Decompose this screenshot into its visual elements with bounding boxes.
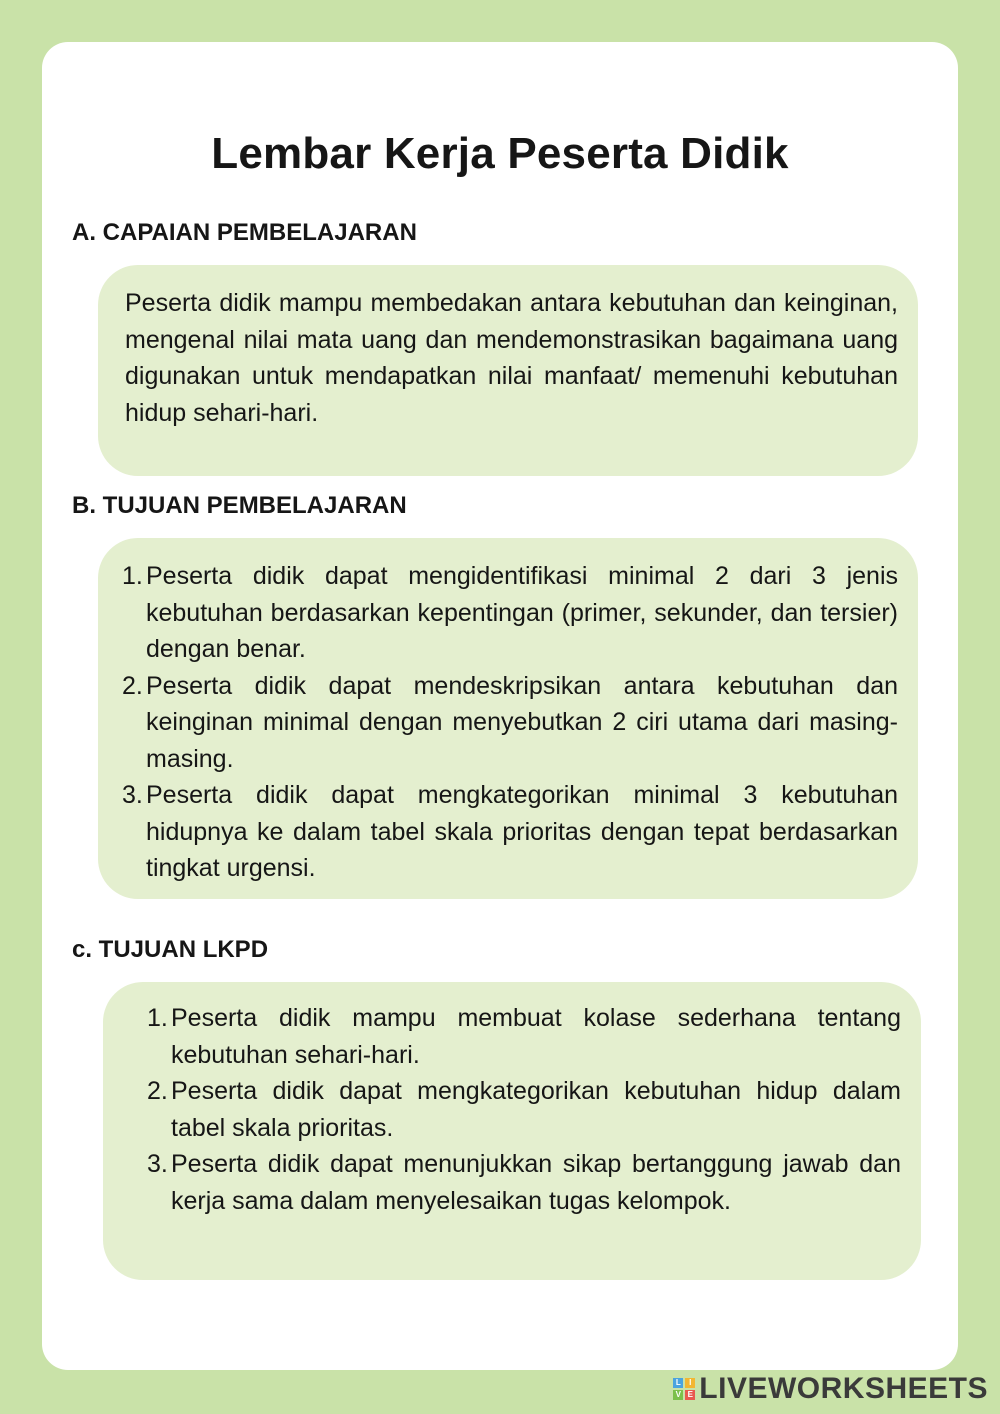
list-item-text: Peserta didik dapat mengkategorikan kebutuhan hidup dalam tabel skala prioritas. [171,1077,901,1142]
logo-tile: E [685,1390,695,1400]
list-item-text: Peserta didik mampu membuat kolase sederhana tentang kebutuhan sehari-hari. [171,1004,901,1069]
list-item-text: Peserta didik dapat mendeskripsikan antara kebutuhan dan keinginan minimal dengan menyebutkan 2 ciri utama dari masing-masing. [146,671,898,773]
list-item [122,558,898,668]
list-item-text: Peserta didik dapat mengkategorikan minimal 3 kebutuhan hidupnya ke dalam tabel skala prioritas dengan tepat berdasarkan tingkat urgensi. [146,781,898,882]
list-number: 3. [147,1150,168,1178]
page-title: Lembar Kerja Peserta Didik [211,129,789,178]
liveworksheets-logo[interactable] [673,1372,988,1406]
list-item [122,777,898,887]
section-b-heading: B. TUJUAN PEMBELAJARAN [72,492,407,519]
list-item-text: Peserta didik dapat mengidentifikasi minimal 2 dari 3 jenis kebutuhan berdasarkan kepentingan (primer, sekunder, dan tersier) dengan benar. [146,562,898,663]
tujuan-pembelajaran-list [122,558,898,887]
capaian-text: Peserta didik mampu membedakan antara kebutuhan dan keinginan, mengenal nilai mata uang dan mendemonstrasikan bagaimana uang digunakan untuk mendapatkan nilai manfaat/ memenuhi kebutuhan hidup sehari-hari. [125,289,898,427]
section-b-box [98,538,918,899]
section-c-heading: c. TUJUAN LKPD [72,936,269,963]
section-c-box [103,982,921,1280]
list-number: 3. [122,781,143,809]
logo-text: LIVEWORKSHEETS [699,1372,988,1405]
list-item [147,1000,901,1073]
logo-tiles-icon [673,1378,695,1400]
section-a-heading: A. CAPAIAN PEMBELAJARAN [72,219,417,246]
list-number: 2. [147,1077,168,1105]
section-a-box [98,265,918,476]
list-item [122,668,898,778]
logo-tile: I [685,1378,695,1388]
list-item-text: Peserta didik dapat menunjukkan sikap bertanggung jawab dan kerja sama dalam menyelesaikan tugas kelompok. [171,1150,901,1215]
logo-tile: V [673,1390,683,1400]
list-number: 1. [147,1004,168,1032]
list-number: 2. [122,671,143,700]
list-item [147,1073,901,1146]
list-item [147,1146,901,1219]
list-number: 1. [122,562,143,590]
tujuan-lkpd-list [147,1000,901,1219]
logo-tile: L [673,1378,683,1388]
